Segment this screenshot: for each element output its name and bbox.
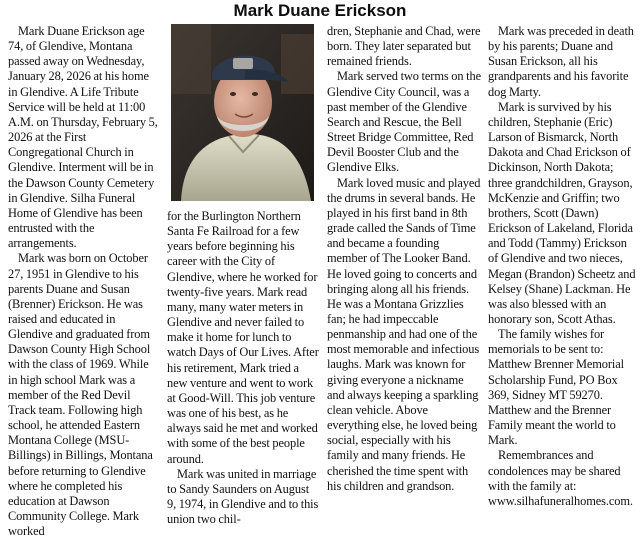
paragraph: Remembrances and condolences may be shared with the family at: www.silhafuneralhomes.com. <box>488 448 633 508</box>
text-column-2 <box>167 24 319 527</box>
paragraph: Mark was born on October 27, 1951 in Glendive to his parents Duane and Susan (Brenner) Erickson. He was raised and educated in Glendive and graduated from Dawson County High School with the class of 1969. While in high school Mark was a member of the Red Devil Track team. Following high school, he attended Eastern Montana College (MSU-Billings) in Billings, Montana before returning to Glendive where he completed his education at Dawson Community College. Mark worked <box>8 251 153 539</box>
text-column-3 <box>327 24 481 494</box>
paragraph: for the Burlington Northern Santa Fe Railroad for a few years before beginning his career with the City of Glendive, where he worked for twenty-five years. Mark read many, many water meters in Glendive and never failed to make it home for lunch to watch Days of Our Lives. After his retirement, Mark tried a new venture and went to work at Good-Will. This job venture was one of his best, as he always said he met and worked with some of the best people around. <box>167 209 319 466</box>
text-column-4 <box>488 24 638 509</box>
portrait-photo <box>171 24 314 201</box>
paragraph: Mark was united in marriage to Sandy Saunders on August 9, 1974, in Glendive and to this union two chil- <box>167 466 319 527</box>
paragraph: Mark served two terms on the Glendive City Council, was a past member of the Glendive Search and Rescue, the Bell Street Bridge Committee, Red Devil Booster Club and the Glendive Elks. <box>327 69 482 175</box>
text-column-1 <box>8 24 160 539</box>
paragraph: Mark loved music and played the drums in several bands. He played in his first band in 8th grade called the Sands of Time and became a founding member of The Looker Band. He loved going to concerts and bringing along all his friends. He was a Montana Grizzlies fan; he had impeccable penmanship and had one of the most memorable and infectious laughs. Mark was known for giving everyone a nickname and always keeping a sparkling clean vehicle. Above everything else, he loved being social, especially with his family and many friends. He cherished the time spent with his children and grandson. <box>327 175 481 493</box>
paragraph: The family wishes for memorials to be sent to: Matthew Brenner Memorial Scholarship Fund, PO Box 369, Sidney MT 59270. Matthew and the Brenner Family meant the world to Mark. <box>488 327 625 448</box>
paragraph: Mark was preceded in death by his parents; Duane and Susan Erickson, all his grandparents and his favorite dog Marty. <box>488 24 634 99</box>
paragraph: dren, Stephanie and Chad, were born. They later separated but remained friends. <box>327 24 481 69</box>
obituary-headline: Mark Duane Erickson <box>233 1 407 20</box>
paragraph: Mark Duane Erickson age 74, of Glendive, Montana passed away on Wednesday, January 28, 2026 at his home in Glendive. A Life Tribute Service will be held at 11:00 A.M. on Thursday, February 5, 2026 at the First Congregational Church in Glendive. Interment will be in the Dawson County Cemetery in Glendive. Silha Funeral Home of Glendive has been entrusted with the arrangements. <box>8 24 158 251</box>
paragraph: Mark is survived by his children, Stephanie (Eric) Larson of Bismarck, North Dakota and Chad Erickson of Dickinson, North Dakota; three grandchildren, Grayson, McKenzie and Griffin; two brothers, Scott (Dawn) Erickson of Lakeland, Florida and Todd (Tammy) Erickson of Glendive and two nieces, Megan (Brandon) Scheetz and Kelsey (Shane) Lackman. He was also blessed with an honorary son, Scott Athas. <box>488 99 636 326</box>
